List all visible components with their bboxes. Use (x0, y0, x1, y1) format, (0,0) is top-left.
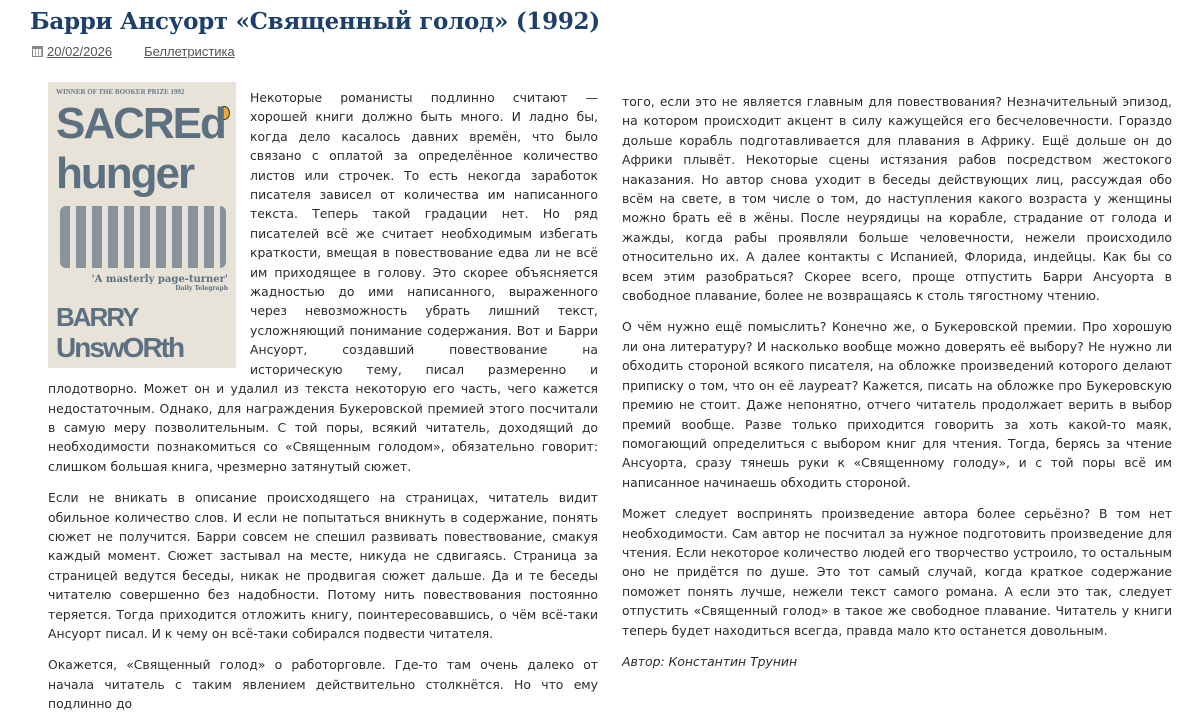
cover-title-line2: hunger (56, 149, 194, 198)
cover-award: WINNER OF THE BOOKER PRIZE 1992 (56, 88, 185, 96)
post-meta (32, 44, 235, 59)
paragraph: Некоторые романисты подлинно считают — хорошей книги должно быть много. И ладно бы, когда дело касалось давних времён, что было связано с оплатой за определённое количество листов или строчек. То есть некогда заработок писателя зависел от количества им написанного текста. Теперь такой градации нет. Но ряд писателей всё же считает необходимым избегать краткости, вмещая в повествование едва ли не всё им приходящее в голову. Это скорее объясняется жадностью до ими написанного, выраженного через невозможность убрать лишний текст, усложняющий понимание содержания. Вот и Барри Ансуорт, создавший повествование на историческую тему, писал размеренно и плодотворно. Может он и удалил из текста некоторую его часть, чего кажется недостаточным. Однако, для награждения Букеровской премией этого посчитали в самую меру позволительным. С той поры, всякий читатель, доходящий до необходимости познакомиться со «Священным голодом», обязательно говорит: слишком большая книга, чрезмерно затянутый сюжет. (48, 90, 598, 474)
cover-figures-illustration (60, 206, 226, 268)
article-author: Автор: Константин Трунин (622, 653, 798, 669)
post-title: Барри Ансуорт «Священный голод» (1992) (30, 8, 600, 35)
paragraph: Может следует воспринять произведение автора более серьёзно? В том нет необходимости. Сам автор не посчитал за нужное подготовить произведение для чтения. Если некоторое количество людей его творчество устроило, то остальным оно не придётся по душе. Это тот самый случай, когда краткое содержание поможет понять лучше, нежели текст самого романа. А если это так, следует отпустить «Священный голод» в такое же свободное плавание. Читатель у книги теперь будет находиться всегда, правда мало кто останется довольным. (622, 506, 1172, 638)
paragraph: О чём нужно ещё помыслить? Конечно же, о Букеровской премии. Про хорошую ли она литературу? И насколько вообще можно доверять её выбору? Не нужно ли обходить стороной всякого писателя, на обложке произведений которого делают приписку о том, что он её лауреат? Кажется, писать на обложке про Букеровскую премию не стоит. Даже непонятно, отчего читатель продолжает верить в выбор премий вообще. Разве только приходится говорить за хоть какой-то маяк, помогающий определиться с выбором книг для чтения. Тогда, берясь за чтение Ансуорта, сразу тянешь руки к «Священному голоду», и с той поры всё им написанное начинаешь обходить стороной. (622, 319, 1172, 490)
cover-quote (92, 274, 228, 293)
paragraph: Окажется, «Священный голод» о работорговле. Где-то там очень далеко от начала читатель с таким явлением действительно столкнётся. Но что ему подлинно до (48, 657, 598, 712)
cover-author-line1: BARRY (56, 302, 138, 332)
article-column-right (622, 92, 1172, 683)
book-cover-image[interactable] (48, 82, 236, 368)
cover-author-line2: UnswORth (56, 332, 184, 363)
cover-quote-text: 'A masterly page-turner' (91, 274, 228, 285)
calendar-icon (32, 46, 43, 57)
post-date-link[interactable]: 20/02/2026 (47, 44, 113, 59)
cover-quote-source: Daily Telegraph (175, 285, 228, 292)
cover-title-line1: SACREd (56, 99, 225, 148)
article-column-left (48, 88, 598, 726)
paragraph: того, если это не является главным для повествования? Незначительный эпизод, на котором происходит акцент в силу кажущейся его бесчеловечности. Гораздо дольше корабль подготавливается для плавания в Африку. Ещё дольше он до Африки плывёт. Некоторые сцены истязания рабов посредством жестокого наказания. Но автор снова уходит в беседы действующих лиц, рассуждая обо всём на свете, в том числе о том, до наступления какого возраста у женщины можно брать её в жёны. После неурядицы на корабле, страдание от голода и жажды, когда рабы проявляли больше человечности, нежели происходило относительно их. А далее контакты с Испанией, Флорида, индейцы. Как бы со всем этим разобраться? Скорее всего, проще отпустить Барри Ансуорта в свободное плавание, более не возвращаясь к столь тягостному чтению. (622, 94, 1172, 304)
paragraph: Если не вникать в описание происходящего на страницах, читатель видит обильное количество слов. И если не попытаться вникнуть в содержание, понять сюжет не получится. Барри совсем не спешил развивать повествование, смакуя каждый момент. Сюжет застывал на месте, никуда не сдвигаясь. Страница за страницей ведутся беседы, никак не продвигая сюжет дальше. Да и те беседы читателю совершенно без надобности. Потому нить повествования постоянно теряется. Тогда приходится отложить книгу, поинтересовавшись, о чём всё-таки Ансуорт писал. И к чему он всё-таки собирался подвести читателя. (48, 490, 598, 641)
category-link[interactable]: Беллетристика (144, 44, 235, 59)
